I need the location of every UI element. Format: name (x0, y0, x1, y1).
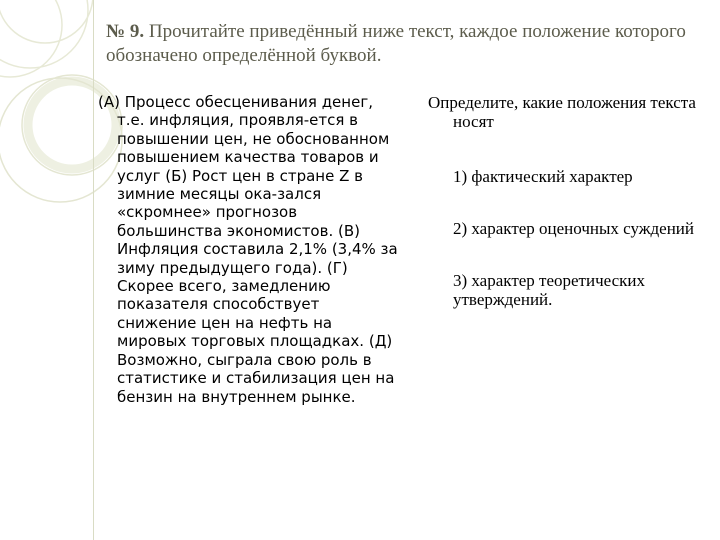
option-factual: 1) фактический характер (453, 167, 633, 186)
option-evaluative: 2) характер оценочных суждений (453, 219, 694, 238)
left-divider-line (93, 0, 94, 540)
task-title (106, 20, 686, 68)
passage-block (98, 93, 403, 406)
question-text: Определите, какие положения текста носят (428, 93, 696, 131)
task-instruction: Прочитайте приведённый ниже текст, каждое положение которого обозначено определённой буквой. (106, 21, 686, 66)
task-number: № 9. (106, 21, 145, 42)
passage-text: (А) Процесс обесценивания денег, т.е. инфляция, проявля-ется в повышении цен, не обоснованном повышением качества товаров и услуг (Б) Рост цен в стране Z в зимние месяцы ока-зался «скромнее» прогнозов большинства экономистов. (В) Инфляция составила 2,1% (3,4% за зиму предыдущего года). (Г) Скорее всего, замедлению показателя способствует снижение цен на нефть на мировых торговых площадках. (Д) Возможно, сыграла свою роль в статистике и стабилизация цен на бензин на внутреннем рынке. (98, 93, 398, 406)
option-theoretical: 3) характер теоретических утверждений. (453, 271, 646, 309)
question-block (428, 93, 708, 309)
